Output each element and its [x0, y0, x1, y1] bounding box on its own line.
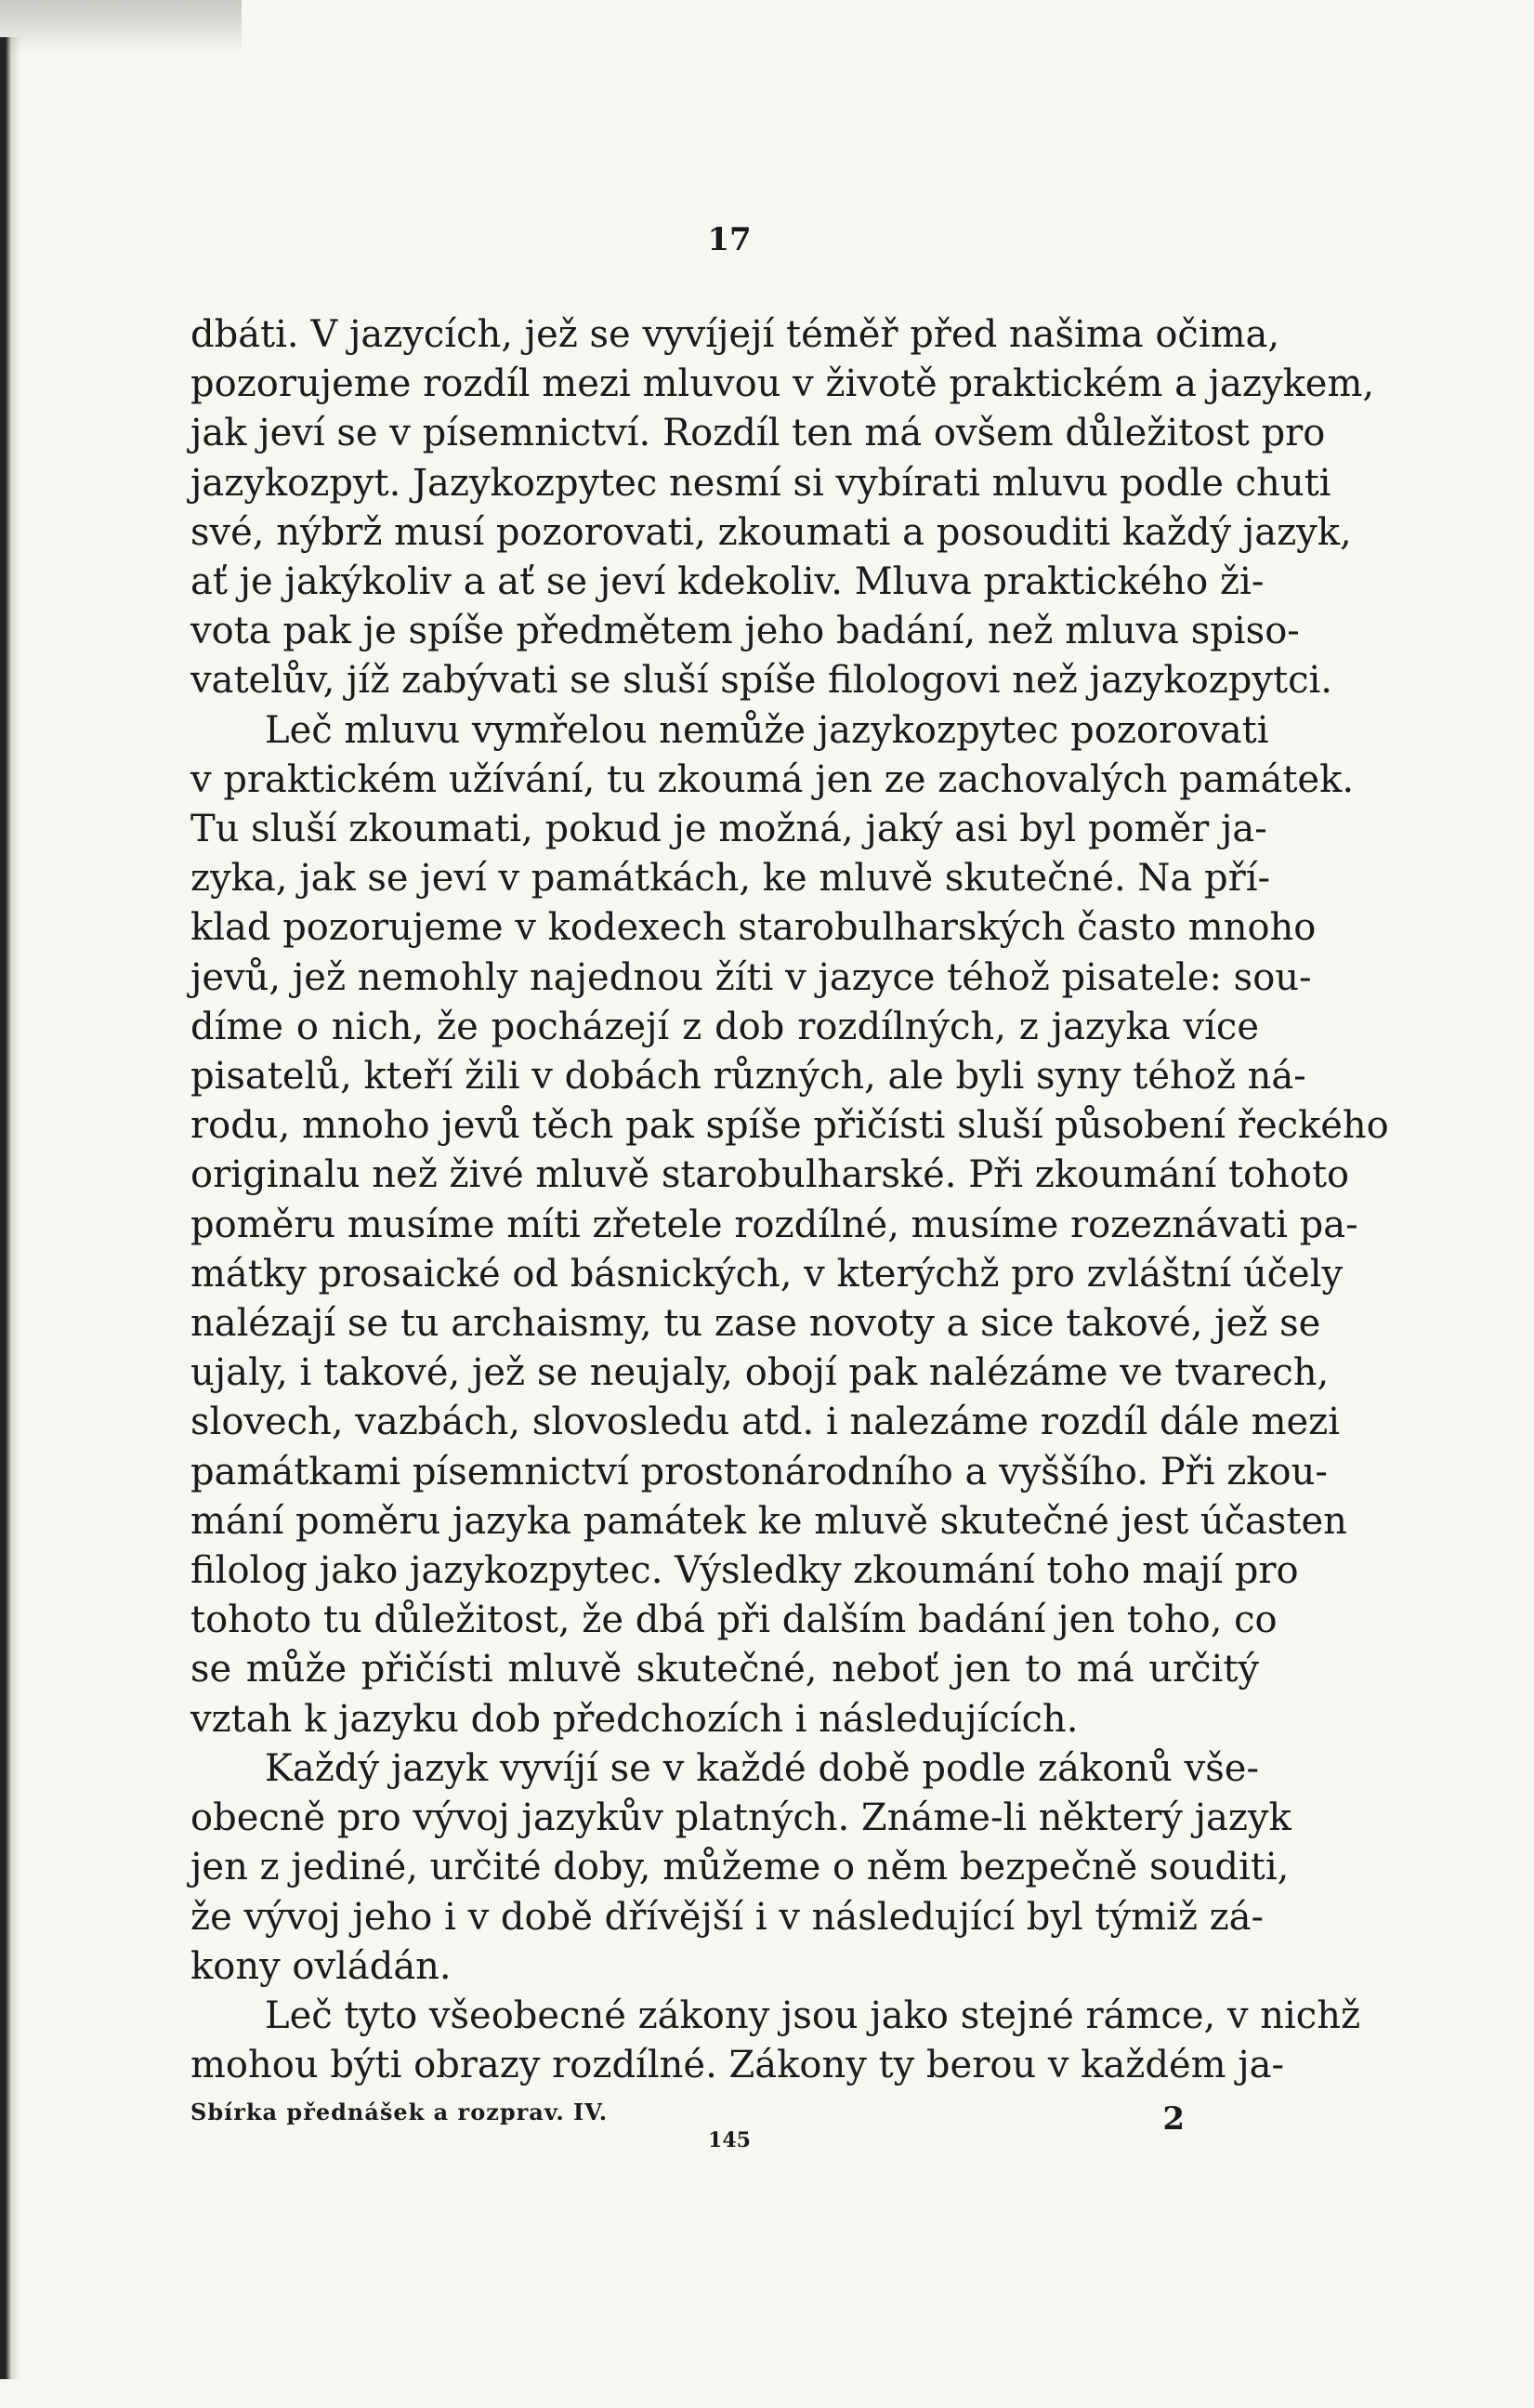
- footer-publication-title: Sbírka přednášek a rozprav. IV.: [190, 2099, 609, 2125]
- text-line: Tu sluší zkoumati, pokud je možná, jaký asi byl poměr ja-: [190, 808, 1267, 851]
- text-line: ujaly, i takové, jež se neujaly, obojí pak nalézáme ve tvarech,: [190, 1351, 1330, 1395]
- text-line: rodu, mnoho jevů těch pak spíše přičísti sluší působení řeckého: [190, 1104, 1389, 1148]
- page-number: 17: [707, 221, 752, 258]
- body-text: [190, 310, 1389, 2090]
- text-line: originalu než živé mluvě starobulharské. Při zkoumání tohoto: [190, 1153, 1350, 1197]
- text-line: mání poměru jazyka památek ke mluvě skutečné jest účasten: [190, 1499, 1347, 1543]
- text-line: jevů, jež nemohly najednou žíti v jazyce téhož pisatele: sou-: [190, 955, 1312, 999]
- footer-signature-mark: 2: [1162, 2100, 1185, 2138]
- text-line: v praktickém užívání, tu zkoumá jen ze zachovalých památek.: [190, 757, 1355, 801]
- text-line: Leč tyto všeobecné zákony jsou jako stejné rámce, v nichž: [265, 1994, 1361, 2037]
- text-line: vatelův, jíž zabývati se sluší spíše filologovi než jazykozpytci.: [190, 659, 1332, 703]
- text-line: Každý jazyk vyvíjí se v každé době podle zákonů vše-: [265, 1746, 1259, 1790]
- text-line: filolog jako jazykozpytec. Výsledky zkoumání toho mají pro: [190, 1549, 1299, 1593]
- text-line: pisatelů, kteří žili v dobách různých, ale byli syny téhož ná-: [190, 1055, 1306, 1099]
- text-line: poměru musíme míti zřetele rozdílné, musíme rozeznávati pa-: [190, 1203, 1358, 1246]
- page-binding-edge: [0, 37, 20, 2379]
- text-line: Leč mluvu vymřelou nemůže jazykozpytec pozorovati: [265, 708, 1269, 752]
- text-line: ať je jakýkoliv a ať se jeví kdekoliv. Mluva praktického ži-: [190, 560, 1265, 604]
- text-line: obecně pro vývoj jazykův platných. Známe-li některý jazyk: [190, 1796, 1291, 1840]
- text-line: své, nýbrž musí pozorovati, zkoumati a posouditi každý jazyk,: [190, 510, 1352, 554]
- text-line: jazykozpyt. Jazykozpytec nesmí si vybírati mluvu podle chuti: [190, 461, 1331, 505]
- text-line: díme o nich, že pocházejí z dob rozdílných, z jazyka více: [190, 1005, 1259, 1048]
- signature-number: 145: [708, 2128, 751, 2152]
- text-line: že vývoj jeho i v době dřívější i v následující byl týmiž zá-: [190, 1895, 1265, 1939]
- text-line: mohou býti obrazy rozdílné. Zákony ty berou v každém ja-: [190, 2044, 1285, 2087]
- text-line: památkami písemnictví prostonárodního a vyššího. Při zkou-: [190, 1450, 1328, 1493]
- text-line: vota pak je spíše předmětem jeho badání, než mluva spiso-: [190, 610, 1300, 653]
- text-line: pozorujeme rozdíl mezi mluvou v životě praktickém a jazykem,: [190, 362, 1375, 406]
- text-line: nalézají se tu archaismy, tu zase novoty a sice takové, jež se: [190, 1302, 1321, 1346]
- text-line: tohoto tu důležitost, že dbá při dalším badání jen toho, co: [190, 1599, 1278, 1642]
- text-line: dbáti. V jazycích, jež se vyvíjejí téměř před našima očima,: [190, 313, 1280, 356]
- text-line: vztah k jazyku dob předchozích i následujících.: [190, 1697, 1079, 1741]
- text-line: kony ovládán.: [190, 1944, 452, 1988]
- text-line: klad pozorujeme v kodexech starobulharských často mnoho: [190, 906, 1317, 950]
- page-shadow: [0, 0, 242, 56]
- text-line: jen z jediné, určité doby, můžeme o něm bezpečně souditi,: [190, 1846, 1290, 1889]
- text-line: jak jeví se v písemnictví. Rozdíl ten má ovšem důležitost pro: [190, 412, 1326, 455]
- text-line: zyka, jak se jeví v památkách, ke mluvě skutečné. Na pří-: [190, 857, 1271, 901]
- text-line: mátky prosaické od básnických, v kterýchž pro zvláštní účely: [190, 1252, 1344, 1296]
- text-line: se může přičísti mluvě skutečné, neboť jen to má určitý: [190, 1648, 1259, 1691]
- text-line: slovech, vazbách, slovosledu atd. i nalezáme rozdíl dále mezi: [190, 1401, 1341, 1444]
